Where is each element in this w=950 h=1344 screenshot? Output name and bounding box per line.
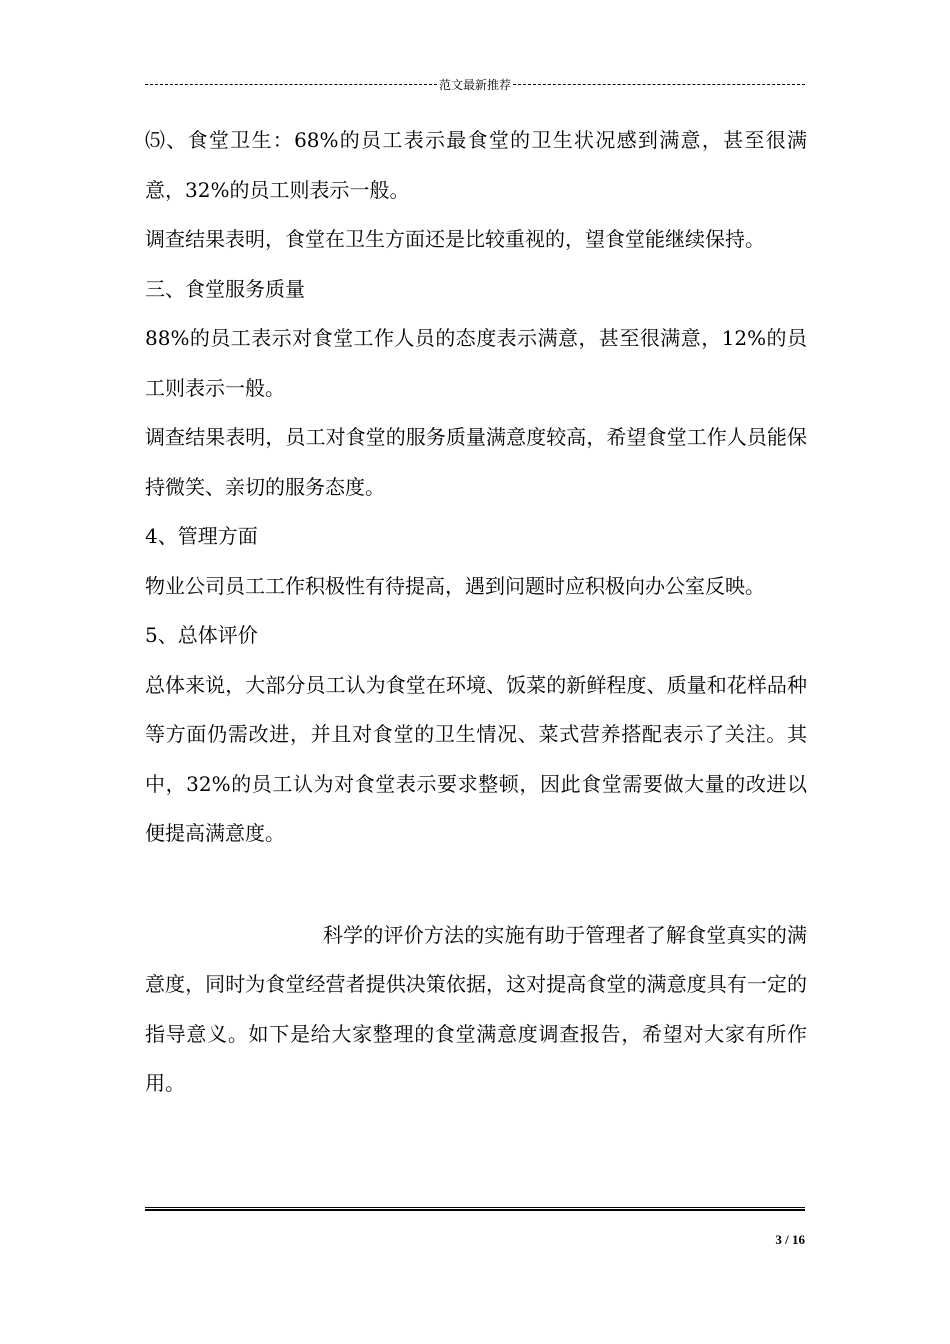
section-heading-overall: 5、总体评价	[145, 623, 258, 647]
section-heading-management: 4、管理方面	[145, 524, 258, 548]
document-body	[145, 116, 807, 1109]
paragraph-closing: 科学的评价方法的实施有助于管理者了解食堂真实的满意度，同时为食堂经营者提供决策依据，这对提高食堂的满意度具有一定的指导意义。如下是给大家整理的食堂满意度调查报告，希望对大家有所作用。	[145, 922, 807, 1095]
header-dashed-line-right	[513, 84, 805, 85]
paragraph-hygiene-conclusion: 调查结果表明，食堂在卫生方面还是比较重视的，望食堂能继续保持。	[145, 227, 765, 251]
paragraph-service-quality: 88%的员工表示对食堂工作人员的态度表示满意，甚至很满意，12%的员工则表示一般。	[145, 326, 807, 400]
section-heading-service-quality: 三、食堂服务质量	[145, 276, 305, 301]
paragraph-management: 物业公司员工工作积极性有待提高，遇到问题时应积极向办公室反映。	[145, 573, 765, 598]
header-label: 范文最新推荐	[439, 77, 512, 92]
paragraph-spacer	[145, 859, 807, 911]
page-number: 3 / 16	[775, 1232, 805, 1247]
footer-rule	[145, 1207, 805, 1211]
header-dashed-line-left	[145, 84, 437, 85]
paragraph-hygiene: ⑸、食堂卫生：68%的员工表示最食堂的卫生状况感到满意，甚至很满意，32%的员工则表示一般。	[145, 128, 807, 202]
page-header	[145, 74, 805, 94]
paragraph-service-conclusion: 调查结果表明，员工对食堂的服务质量满意度较高，希望食堂工作人员能保持微笑、亲切的服务态度。	[145, 425, 807, 499]
paragraph-overall: 总体来说，大部分员工认为食堂在环境、饭菜的新鲜程度、质量和花样品种等方面仍需改进，并且对食堂的卫生情况、菜式营养搭配表示了关注。其中，32%的员工认为对食堂表示要求整顿，因此食堂需要做大量的改进以便提高满意度。	[145, 672, 807, 845]
